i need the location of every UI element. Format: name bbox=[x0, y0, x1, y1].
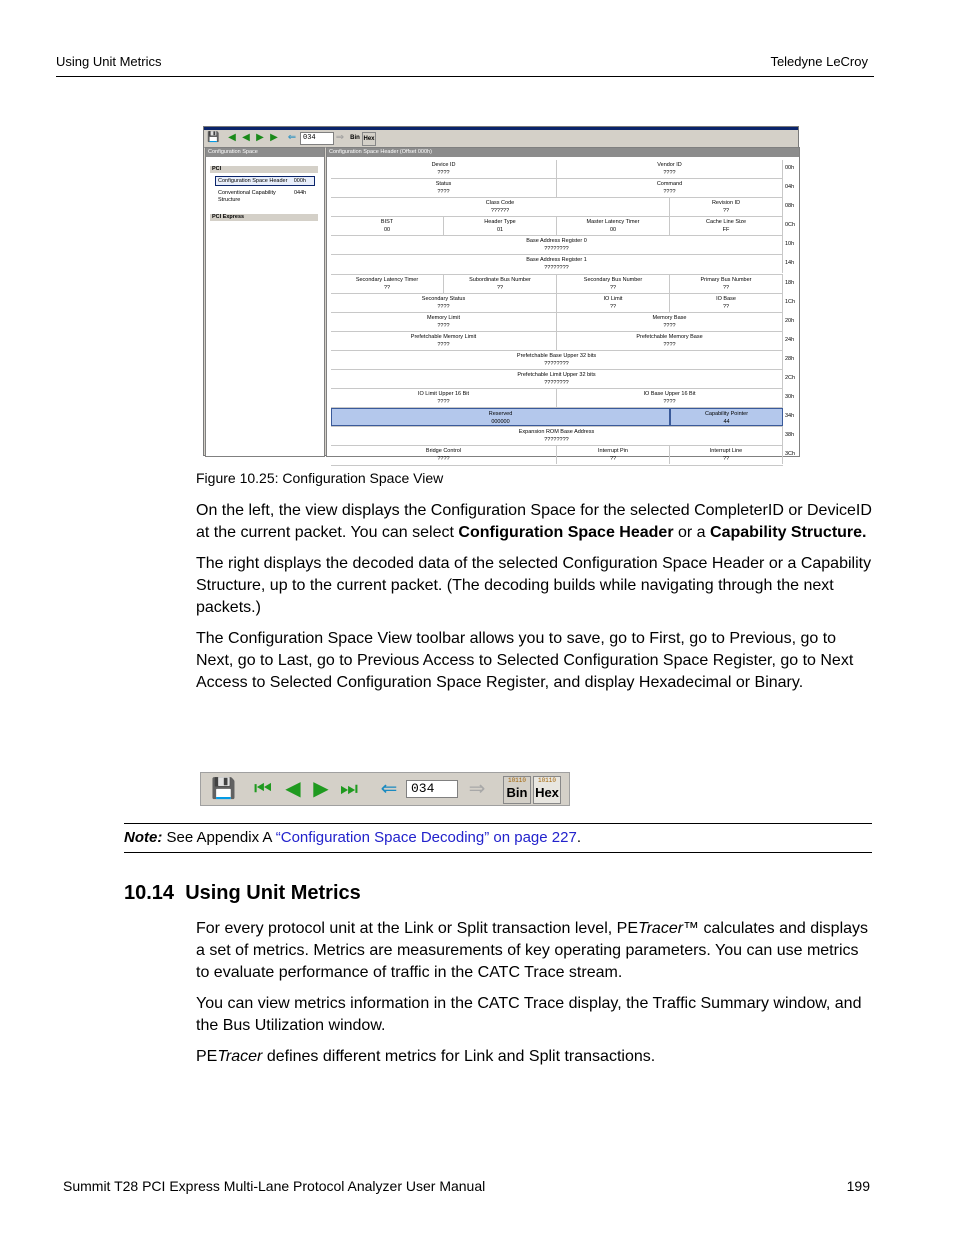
left-pane bbox=[205, 147, 325, 457]
register-field-value: ?? bbox=[609, 456, 617, 463]
paragraph-right-pane: The right displays the decoded data of the selected Configuration Space Header or a Capability Structure, up to the current packet. (The decoding builds while navigating through the next packets.) bbox=[196, 555, 872, 616]
register-field[interactable] bbox=[331, 217, 444, 235]
configuration-space-toolbar bbox=[200, 772, 570, 806]
register-field-value: ?? bbox=[722, 284, 730, 291]
register-row bbox=[331, 446, 796, 465]
s1-tracer: Tracer bbox=[638, 920, 684, 937]
register-field[interactable] bbox=[331, 408, 670, 426]
register-field-value: ???????? bbox=[544, 265, 569, 272]
register-field-value: ???? bbox=[663, 322, 676, 329]
register-field-value: ?? bbox=[722, 456, 730, 463]
right-pane bbox=[326, 147, 800, 463]
next-access-icon: ⇒ bbox=[335, 132, 345, 143]
register-field[interactable] bbox=[331, 351, 783, 369]
register-field-name: Status bbox=[435, 181, 452, 188]
register-field[interactable] bbox=[331, 255, 783, 273]
configuration-space-view-screenshot bbox=[203, 126, 799, 463]
register-row bbox=[331, 217, 796, 236]
register-offset: 28h bbox=[785, 355, 795, 362]
register-row bbox=[331, 294, 796, 313]
register-field-value: ???? bbox=[663, 399, 676, 406]
register-field-name: Capability Pointer bbox=[704, 411, 749, 418]
register-field[interactable] bbox=[557, 446, 670, 464]
section-heading bbox=[124, 882, 361, 905]
last-icon: ▶ bbox=[270, 132, 278, 143]
mini-toolbar bbox=[204, 130, 798, 148]
tree-item-config-header bbox=[215, 176, 315, 186]
register-field[interactable] bbox=[670, 275, 783, 293]
register-field[interactable] bbox=[444, 275, 557, 293]
register-field[interactable] bbox=[331, 389, 557, 407]
register-field-name: Interrupt Line bbox=[709, 448, 743, 455]
hexadecimal-button[interactable] bbox=[533, 776, 561, 804]
register-field-value: 44 bbox=[723, 419, 730, 426]
register-field-name: IO Base bbox=[716, 295, 736, 302]
register-field-name: Revision ID bbox=[711, 200, 741, 207]
paragraph-left-pane bbox=[196, 500, 872, 544]
register-field[interactable] bbox=[331, 236, 783, 254]
register-field[interactable] bbox=[670, 408, 783, 426]
register-field-name: Secondary Bus Number bbox=[583, 276, 643, 283]
register-field[interactable] bbox=[331, 160, 557, 178]
register-row bbox=[331, 198, 795, 217]
go-last-button[interactable]: ⏭ bbox=[340, 778, 358, 800]
register-field-name: Secondary Status bbox=[421, 295, 466, 302]
register-field[interactable] bbox=[557, 313, 783, 331]
register-field-name: Interrupt Pin bbox=[598, 448, 628, 455]
group-pci-express: PCI Express bbox=[210, 214, 318, 221]
page-number: 199 bbox=[846, 1178, 870, 1194]
packet-number-input[interactable]: 034 bbox=[406, 780, 458, 798]
register-field[interactable] bbox=[331, 370, 783, 388]
next-access-button[interactable]: ⇒ bbox=[468, 778, 486, 800]
group-pci: PCI bbox=[210, 166, 318, 173]
register-row bbox=[331, 275, 795, 294]
right-pane-title: Configuration Space Header (Offset 000h) bbox=[327, 148, 799, 157]
go-next-button[interactable]: ▶ bbox=[313, 778, 329, 800]
register-field-name: Class Code bbox=[485, 200, 515, 207]
register-field[interactable] bbox=[331, 313, 557, 331]
s1-text-a: For every protocol unit at the Link or Split transaction level, PE bbox=[196, 920, 638, 937]
register-offset: 34h bbox=[785, 413, 795, 420]
tree-item-config-header-offset: 000h bbox=[293, 178, 306, 184]
register-field-name: Prefetchable Memory Limit bbox=[410, 333, 477, 340]
register-field[interactable] bbox=[331, 332, 557, 350]
go-first-button[interactable]: ⏮ bbox=[254, 778, 272, 800]
register-field-value: ???? bbox=[663, 170, 676, 176]
hex-label: Hex bbox=[535, 785, 559, 800]
tree-item-capability: Conventional Capability Structure bbox=[218, 190, 276, 203]
register-field-value: 00 bbox=[609, 227, 617, 234]
go-previous-button[interactable]: ◀ bbox=[285, 778, 301, 800]
register-offset: 30h bbox=[785, 394, 795, 401]
running-header-left: Using Unit Metrics bbox=[56, 54, 162, 69]
register-offset: 2Ch bbox=[785, 375, 796, 382]
s3-text-c: defines different metrics for Link and Split transactions. bbox=[262, 1048, 656, 1065]
p1-bold-header: Configuration Space Header bbox=[458, 524, 674, 541]
running-header-right: Teledyne LeCroy bbox=[770, 54, 868, 69]
note-box bbox=[124, 823, 872, 853]
save-icon: 💾 bbox=[207, 132, 220, 143]
register-field-value: ???? bbox=[663, 341, 676, 348]
register-field[interactable] bbox=[331, 198, 670, 216]
section-paragraph-3 bbox=[196, 1046, 872, 1068]
register-offset: 00h bbox=[785, 165, 795, 171]
register-field-value: ???? bbox=[437, 189, 450, 196]
save-button[interactable]: 💾 bbox=[211, 778, 236, 800]
register-row bbox=[331, 179, 795, 198]
register-row bbox=[331, 389, 795, 408]
s3-tracer: Tracer bbox=[217, 1048, 263, 1065]
register-row bbox=[331, 351, 795, 370]
note-label: Note: bbox=[124, 829, 163, 846]
tree-item-capability-offset: 044h bbox=[294, 190, 307, 196]
bin-bits: 10110 bbox=[507, 777, 526, 784]
register-field-name: BIST bbox=[380, 219, 394, 226]
register-field[interactable] bbox=[670, 294, 783, 312]
p1-text: On the left, the view displays the Configuration Space for the selected CompleterID or DeviceID at the current packet. You can select bbox=[196, 502, 872, 541]
register-field[interactable] bbox=[557, 332, 783, 350]
register-field-value: ???? bbox=[437, 341, 450, 348]
register-field[interactable] bbox=[557, 160, 783, 178]
register-field-value: ???????? bbox=[544, 246, 569, 253]
register-offset: 04h bbox=[785, 184, 795, 191]
register-field-value: ?? bbox=[609, 284, 617, 291]
register-field-name: IO Base Upper 16 Bit bbox=[643, 391, 696, 398]
register-field-name: Master Latency Timer bbox=[586, 219, 640, 226]
footer-title: Summit T28 PCI Express Multi-Lane Protocol Analyzer User Manual bbox=[63, 1178, 486, 1194]
register-offset: 08h bbox=[785, 203, 795, 210]
register-row bbox=[331, 160, 795, 179]
register-field[interactable] bbox=[557, 294, 670, 312]
s3-text-a: PE bbox=[196, 1048, 218, 1065]
register-field-value: FF bbox=[722, 227, 730, 234]
register-field-name: Bridge Control bbox=[425, 448, 462, 455]
register-field[interactable] bbox=[670, 217, 783, 235]
register-field[interactable] bbox=[331, 179, 557, 197]
next-icon: ▶ bbox=[256, 132, 264, 143]
register-row bbox=[331, 332, 795, 351]
header-rule bbox=[56, 76, 874, 77]
register-field-value: ???? bbox=[437, 322, 450, 329]
register-row bbox=[331, 255, 795, 274]
register-offset: 3Ch bbox=[785, 451, 796, 458]
register-offset: 38h bbox=[785, 432, 795, 439]
register-field-value: ???? bbox=[437, 303, 450, 310]
register-field-value: ???????? bbox=[544, 437, 569, 444]
register-row bbox=[331, 236, 795, 255]
register-field[interactable] bbox=[557, 179, 783, 197]
register-field-name: Base Address Register 0 bbox=[526, 238, 587, 245]
register-field[interactable] bbox=[331, 294, 557, 312]
register-field[interactable] bbox=[557, 275, 670, 293]
appendix-link[interactable]: “Configuration Space Decoding” on page 227 bbox=[275, 829, 577, 846]
register-field-value: 01 bbox=[496, 227, 504, 234]
register-row bbox=[331, 313, 795, 332]
register-field-name: Primary Bus Number bbox=[700, 276, 752, 283]
register-row bbox=[331, 370, 796, 389]
register-field-value: ???????? bbox=[544, 360, 569, 367]
register-field-name: Expansion ROM Base Address bbox=[518, 429, 595, 436]
s1-text-c: ™ calculates and displays a set of metrics. Metrics are measurements of key operating parameters. You can use metrics to evaluate performance of traffic in the CATC Trace stream. bbox=[196, 920, 869, 981]
register-field-name: Command bbox=[656, 181, 683, 188]
register-offset: 1Ch bbox=[785, 298, 796, 305]
register-field-name: Vendor ID bbox=[657, 162, 682, 168]
p1-bold-capability: Capability Structure. bbox=[710, 524, 867, 541]
mini-packet-input: 034 bbox=[300, 132, 334, 145]
register-field-value: ?? bbox=[383, 284, 391, 291]
bin-icon: Bin bbox=[350, 135, 360, 141]
previous-access-button[interactable]: ⇐ bbox=[380, 778, 398, 800]
note-text bbox=[124, 829, 581, 846]
section-title: Using Unit Metrics bbox=[185, 882, 361, 904]
register-field-value: ?? bbox=[722, 208, 730, 215]
config-register-grid bbox=[331, 160, 796, 466]
tree-item-config-header-label: Configuration Space Header bbox=[218, 178, 288, 184]
register-field[interactable] bbox=[331, 427, 783, 445]
register-field-name: Subordinate Bus Number bbox=[469, 276, 531, 283]
register-row bbox=[331, 408, 795, 427]
register-offset: 24h bbox=[785, 336, 795, 343]
register-field-name: Prefetchable Memory Base bbox=[636, 333, 703, 340]
p1-text-or: or a bbox=[673, 524, 711, 541]
register-field-name: Reserved bbox=[488, 411, 513, 418]
register-field[interactable] bbox=[670, 446, 783, 464]
previous-icon: ◀ bbox=[242, 132, 250, 143]
binary-button[interactable] bbox=[503, 776, 531, 804]
register-field-value: ???? bbox=[437, 399, 450, 406]
register-field[interactable] bbox=[557, 217, 670, 235]
description-block bbox=[196, 500, 872, 694]
register-offset: 0Ch bbox=[785, 222, 796, 229]
register-field[interactable] bbox=[331, 275, 444, 293]
register-field-name: IO Limit Upper 16 Bit bbox=[417, 391, 470, 398]
register-field-value: ???? bbox=[663, 189, 676, 196]
register-field-value: ?????? bbox=[490, 208, 510, 215]
figure-caption: Figure 10.25: Configuration Space View bbox=[196, 470, 444, 486]
register-row bbox=[331, 427, 795, 446]
register-field-name: IO Limit bbox=[603, 295, 623, 302]
register-field-value: ???? bbox=[437, 456, 450, 463]
section-paragraph-2: You can view metrics information in the CATC Trace display, the Traffic Summary window, and the Bus Utilization window. bbox=[196, 995, 862, 1034]
register-field-name: Prefetchable Base Upper 32 bits bbox=[516, 352, 597, 359]
paragraph-toolbar: The Configuration Space View toolbar allows you to save, go to First, go to Previous, go to Next, go to Last, go to Previous Access to Selected Configuration Space Register, go to Next Access to Selected Configuration Space Register, and display Hexadecimal or Binary. bbox=[196, 630, 854, 691]
register-offset: 10h bbox=[785, 241, 795, 248]
hex-bits: 10110 bbox=[537, 777, 556, 784]
register-field[interactable] bbox=[444, 217, 557, 235]
register-field-name: Memory Limit bbox=[426, 314, 460, 321]
first-icon: ◀ bbox=[228, 132, 236, 143]
register-field[interactable] bbox=[670, 198, 783, 216]
section-number: 10.14 bbox=[124, 882, 175, 904]
register-offset: 14h bbox=[785, 260, 795, 267]
register-field-value: ?? bbox=[722, 303, 730, 310]
register-field-name: Prefetchable Limit Upper 32 bits bbox=[517, 372, 596, 379]
register-field-value: ???????? bbox=[544, 380, 569, 387]
note-end: . bbox=[576, 829, 581, 846]
previous-access-icon: ⇐ bbox=[287, 132, 297, 143]
register-field-name: Secondary Latency Timer bbox=[355, 276, 419, 283]
register-field-value: 000000 bbox=[491, 419, 510, 426]
section-body bbox=[196, 918, 872, 1068]
hex-icon: Hex bbox=[362, 132, 376, 146]
register-field-value: ?? bbox=[496, 284, 504, 291]
register-offset: 18h bbox=[785, 279, 795, 286]
register-field[interactable] bbox=[331, 446, 557, 464]
register-field-name: Header Type bbox=[484, 219, 516, 226]
register-offset: 20h bbox=[785, 317, 795, 324]
register-field-name: Base Address Register 1 bbox=[526, 257, 587, 264]
left-pane-title: Configuration Space bbox=[206, 148, 324, 157]
register-field-name: Memory Base bbox=[652, 314, 687, 321]
section-paragraph-1 bbox=[196, 918, 872, 984]
register-field[interactable] bbox=[557, 389, 783, 407]
note-body: See Appendix A bbox=[162, 829, 276, 846]
register-field-value: ???? bbox=[437, 170, 450, 176]
register-field-name: Cache Line Size bbox=[705, 219, 747, 226]
register-field-value: 00 bbox=[383, 227, 391, 234]
register-field-value: ?? bbox=[609, 303, 617, 310]
register-field-name: Device ID bbox=[431, 162, 456, 168]
bin-label: Bin bbox=[506, 785, 528, 800]
